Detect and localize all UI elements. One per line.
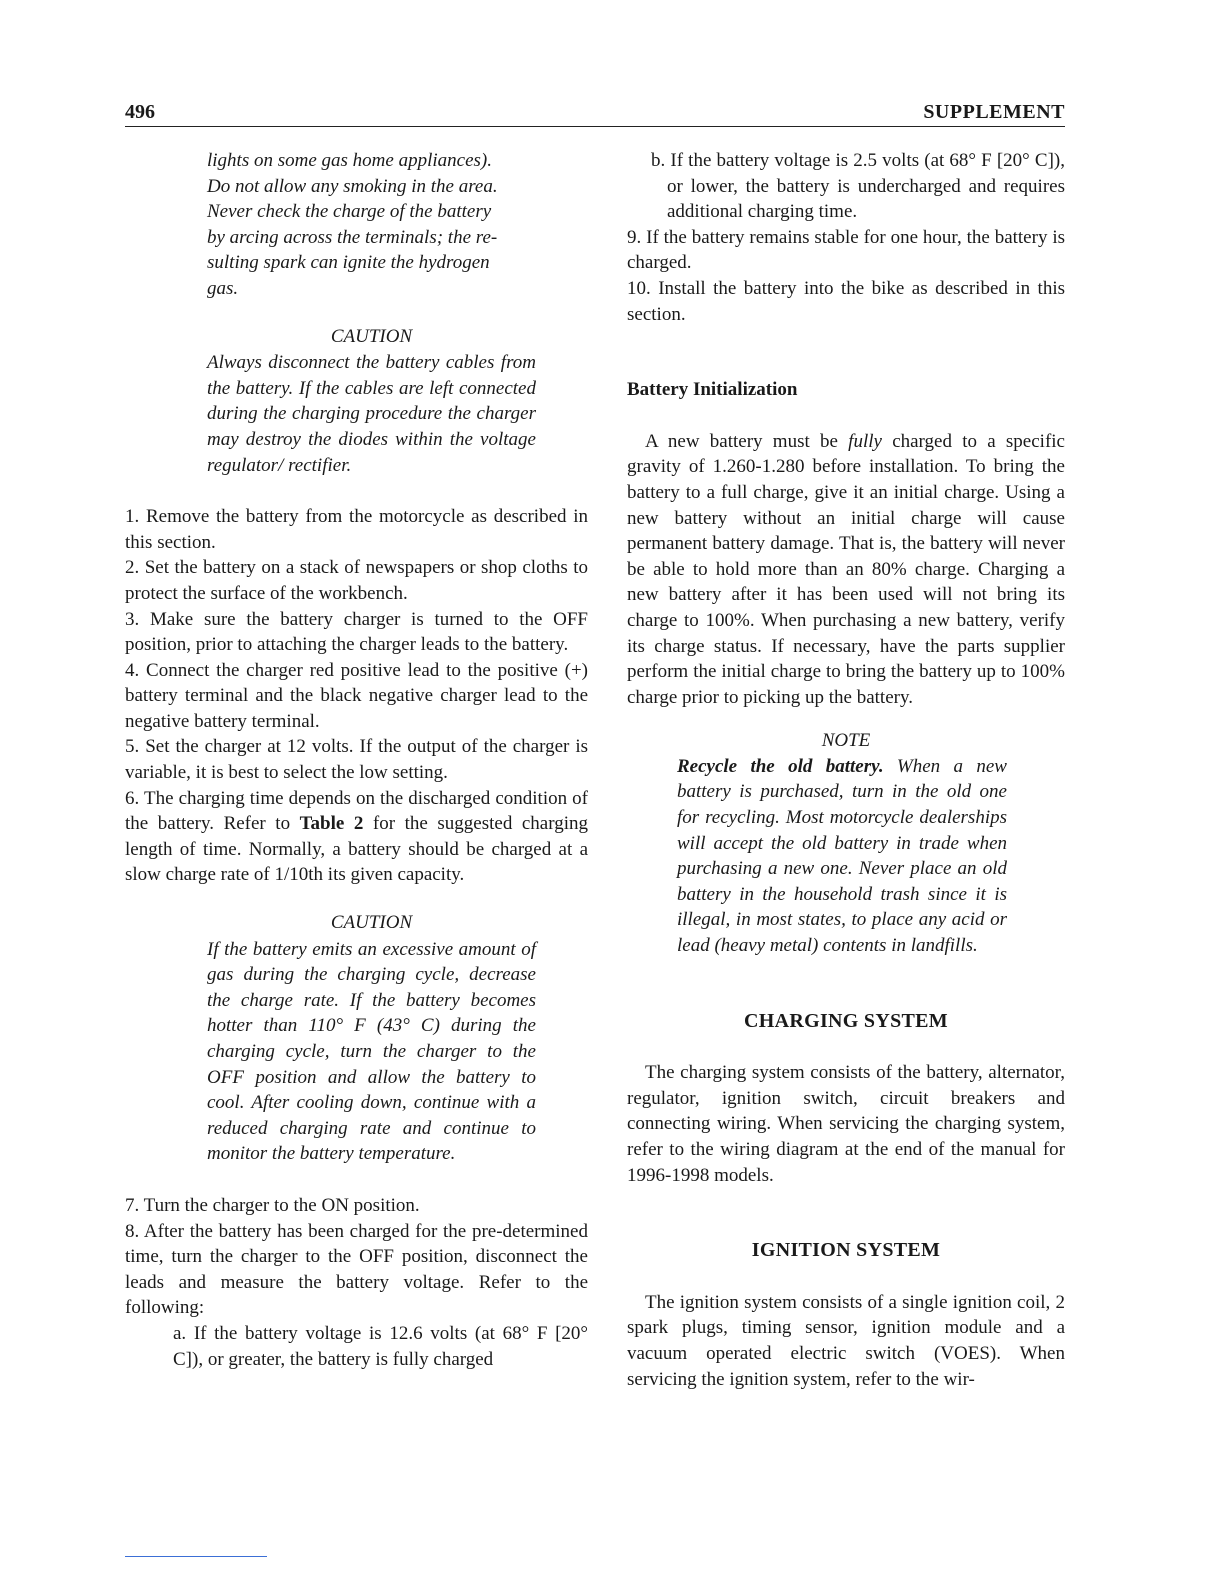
step-9: 9. If the battery remains stable for one hour, the battery is charged. — [627, 226, 1065, 274]
ignition-system-text: The ignition system consists of a single ignition coil, 2 spark plugs, timing sensor, ignition module and a vacuum operated electric switch (VOES). When servicing the ignition system, refer to the wir- — [627, 1291, 1065, 1390]
init-text-cont: charged to a specific gravity of 1.260-1.280 before installation. To bring the battery to a full charge, give it an initial charge. Using a new battery without an initial charge will cause permanent battery damage. That is, the battery will never be able to hold more than an 80% charge. Charging a new battery after it has been used will not bring its charge to 100%. When purchasing a new battery, verify its charge status. If necessary, have the parts supplier perform the initial charge to bring the battery up to 100% charge prior to picking up the battery. — [627, 430, 1065, 708]
warning-line: Do not allow any smoking in the area. — [207, 175, 498, 197]
procedure-steps-cont — [125, 1193, 588, 1372]
step-4: 4. Connect the charger red positive lead to the positive (+) battery terminal and the black negative charger lead to the negative battery terminal. — [125, 659, 588, 732]
step-6 — [125, 786, 588, 888]
step-8a: a. If the battery voltage is 12.6 volts (at 68° F [20° C]), or greater, the battery is fully charged — [173, 1322, 588, 1370]
init-emphasis: fully — [848, 430, 882, 452]
right-column — [627, 148, 1065, 1392]
step-1: 1. Remove the battery from the motorcycle as described in this section. — [125, 506, 588, 553]
step-6-text: 6. The charging time depends on the discharged condition of the battery. Refer to — [125, 787, 588, 835]
caution-text-2: If the battery emits an excessive amount of gas during the charging cycle, decrease the charge rate. If the battery becomes hotter than 110° F (43° C) during the charging cycle, turn the charger to the OFF position and allow the battery to cool. After cooling down, continue with a reduced charging rate and continue to monitor the battery temperature. — [207, 938, 536, 1165]
step-8: 8. After the battery has been charged for the pre-determined time, turn the charger to the OFF position, disconnect the leads and measure the battery voltage. Refer to the following: — [125, 1220, 588, 1319]
step-10: 10. Install the battery into the bike as described in this section. — [627, 277, 1065, 325]
ignition-system-heading: IGNITION SYSTEM — [751, 1239, 941, 1262]
caution-text: Always disconnect the battery cables from the battery. If the cables are left connected during the charging procedure the charger may destroy the diodes within the voltage regulator/ rectifier. — [207, 352, 536, 476]
note-emphasis: Recycle the old battery. — [677, 755, 884, 777]
caution-block-2 — [125, 937, 588, 1167]
step-3: 3. Make sure the battery charger is turned to the OFF position, prior to attaching the charger leads to the battery. — [125, 608, 588, 656]
step-5: 5. Set the charger at 12 volts. If the output of the charger is variable, it is best to select the low setting. — [125, 736, 588, 784]
note-heading: NOTE — [821, 730, 871, 752]
page-header — [125, 100, 1065, 127]
step-7: 7. Turn the charger to the ON position. — [125, 1194, 420, 1216]
page-number: 496 — [125, 101, 155, 123]
battery-initialization-heading: Battery Initialization — [627, 379, 798, 401]
left-column — [125, 148, 588, 1372]
warning-line: by arcing across the terminals; the re- — [207, 226, 498, 248]
step-8b: b. If the battery voltage is 2.5 volts (at 68° F [20° C]), or lower, the battery is undercharged and requires additional charging time. — [651, 150, 1065, 223]
warning-line: lights on some gas home appliances). — [207, 150, 492, 171]
battery-initialization-text — [627, 429, 1065, 711]
caution-block — [125, 350, 588, 478]
warning-line: Never check the charge of the battery — [207, 201, 492, 223]
charging-system-text: The charging system consists of the battery, alternator, regulator, ignition switch, circuit breakers and connecting wiring. When servicing the charging system, refer to the wiring diagram at the end of the manual for 1996-1998 models. — [627, 1062, 1065, 1186]
caution-heading-2: CAUTION — [330, 912, 413, 934]
table-reference: Table 2 — [299, 813, 364, 835]
warning-line: sulting spark can ignite the hydrogen — [207, 252, 490, 274]
charging-system-heading: CHARGING SYSTEM — [744, 1009, 948, 1032]
init-text: A new battery must be — [645, 430, 849, 452]
step-2: 2. Set the battery on a stack of newspapers or shop cloths to protect the surface of the workbench. — [125, 557, 588, 604]
warning-continuation — [125, 148, 588, 302]
note-block — [627, 754, 1065, 959]
section-title: SUPPLEMENT — [923, 101, 1065, 123]
note-text — [677, 754, 1007, 959]
caution-heading: CAUTION — [330, 325, 413, 347]
warning-line: gas. — [207, 277, 239, 299]
note-body-text: When a new battery is purchased, turn in the old one for recycling. Most motorcycle dealerships will accept the old battery in trade when purchasing a new one. Never place an old battery in the household trash since it is illegal, in most states, to place any acid or lead (heavy metal) contents in landfills. — [677, 755, 1007, 957]
procedure-steps — [125, 504, 588, 888]
step-6-text-cont: for the suggested charging length of time. Normally, a battery should be charged at a slow charge rate of 1/10th its given capacity. — [125, 813, 588, 886]
footer-rule — [125, 1556, 267, 1557]
